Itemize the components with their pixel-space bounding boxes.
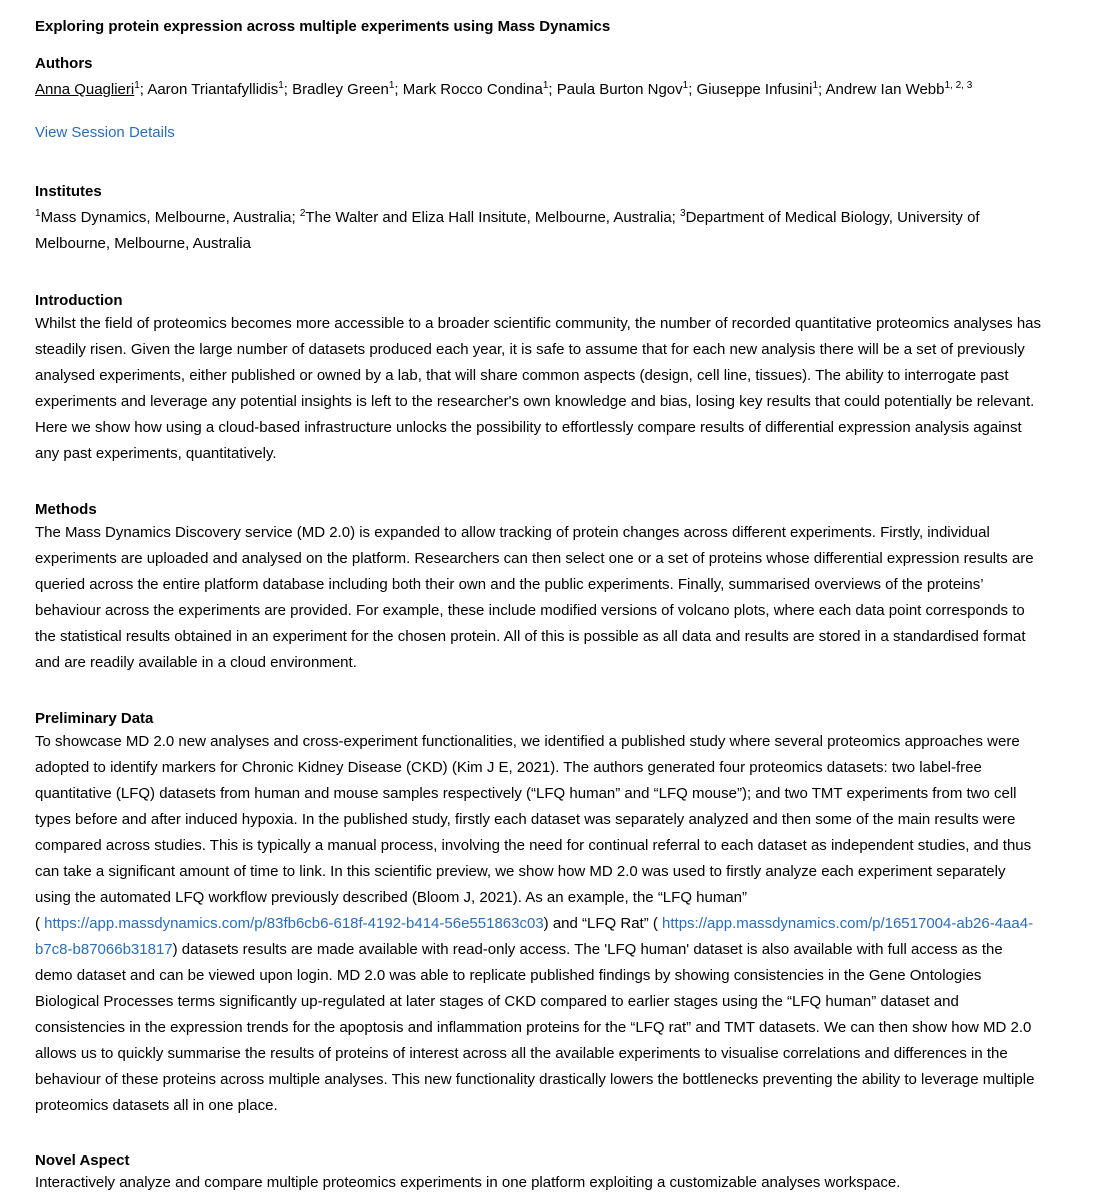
text-line: demo dataset and can be viewed upon login. MD 2.0 was able to replicate published findings by showing consistencies in the Gene Ontologies [35, 967, 982, 984]
author-name: Giuseppe Infusini [696, 81, 813, 98]
author-separator: ; [394, 81, 403, 98]
methods-text [35, 520, 1055, 676]
methods-heading: Methods [35, 501, 97, 518]
author-affiliation: 1 [682, 80, 689, 91]
authors-heading: Authors [35, 55, 93, 72]
text-line: behaviour across the experiments are provided. For example, these include modified versions of volcano plots, where each data point corresponds to [35, 602, 1025, 619]
institute-name: Mass Dynamics, Melbourne, Australia; [40, 209, 300, 226]
author-affiliation: 1 [278, 80, 284, 91]
text-line: Here we show how using a cloud-based infrastructure unlocks the possibility to effortlessly compare results of differential expression analysis against [35, 419, 1022, 436]
institute-number: 1 [35, 208, 41, 219]
text-fragment: ( [35, 915, 45, 932]
text-line [35, 911, 1055, 937]
institute-number: 3 [680, 208, 686, 219]
text-line: experiments and leverage any potential insights is left to the researcher's own knowledge and bias, losing key results that could potentially be relevant. [35, 393, 1035, 410]
text-line: types before and after induced hypoxia. In the published study, firstly each dataset was separately analyzed and then some of the main results were [35, 811, 1016, 828]
text-line: adopted to identify markers for Chronic Kidney Disease (CKD) (Kim J E, 2021). The authors generated four proteomics datasets: two label-free [35, 759, 982, 776]
author-separator: ; [139, 81, 148, 98]
introduction-heading: Introduction [35, 292, 123, 309]
author-separator: ; [818, 81, 826, 98]
text-line: steadily risen. Given the large number of datasets produced each year, it is safe to assume that for each new analysis there will be a set of previously [35, 341, 1025, 358]
preliminary-data-text [35, 729, 1055, 1119]
lfq-rat-dataset-link[interactable]: https://app.massdynamics.com/p/16517004-ab26-4aa4- [662, 915, 1034, 932]
author-name: Paula Burton Ngov [556, 81, 683, 98]
institutes-heading: Institutes [35, 183, 102, 200]
lfq-rat-dataset-link-continued[interactable]: b7c8-b87066b31817 [35, 941, 173, 958]
text-line: proteomics datasets all in one place. [35, 1097, 278, 1114]
author-affiliation: 1 [134, 80, 140, 91]
author-separator: ; [283, 81, 293, 98]
text-line: allows us to quickly summarise the results of proteins of interest across all the available experiments to visualise correlations and differences in the [35, 1045, 1008, 1062]
institute-name: Department of Medical Biology, University of [685, 209, 980, 226]
author-affiliation: 1 [812, 80, 819, 91]
novel-aspect-text: Interactively analyze and compare multiple proteomics experiments in one platform exploiting a customizable analyses workspace. [35, 1174, 901, 1191]
text-line: compared across studies. This is typically a manual process, involving the need for continual referral to each dataset as independent studies, and thus [35, 837, 1032, 854]
author-name: Mark Rocco Condina [402, 81, 543, 98]
text-line: any past experiments, quantitatively. [35, 445, 277, 462]
text-line: consistencies in the expression trends for the apoptosis and inflammation proteins for the “LFQ rat” and TMT datasets. We can then show how MD 2.0 [35, 1019, 1032, 1036]
author-separator: ; [548, 81, 557, 98]
text-line: analysed experiments, either published or owned by a lab, that will share common aspects (design, cell line, tissues). The ability to interrogate past [35, 367, 1009, 384]
introduction-text [35, 311, 1055, 467]
text-line: and are readily available in a cloud environment. [35, 654, 357, 671]
institute-name: The Walter and Eliza Hall Insitute, Melbourne, Australia; [305, 209, 681, 226]
text-line: Biological Processes terms significantly up-regulated at later stages of CKD compared to earlier stages using the “LFQ human” dataset and [35, 993, 959, 1010]
text-line: using the automated LFQ workflow previously described (Bloom J, 2021). As an example, the “LFQ human” [35, 889, 748, 906]
text-line: The Mass Dynamics Discovery service (MD 2.0) is expanded to allow tracking of protein changes across different experiments. Firstly, individual [35, 524, 990, 541]
text-line: queried across the entire platform database including both their own and the public experiments. Finally, summarised overviews of the proteins’ [35, 576, 984, 593]
text-line: behaviour of these proteins across multiple analyses. This new functionality drastically lowers the bottlenecks preventing the ability to leverage multiple [35, 1071, 1035, 1088]
text-line [35, 937, 1055, 963]
text-line: can take a significant amount of time to link. In this scientific preview, we show how MD 2.0 was used to firstly analyze each experiment separately [35, 863, 1006, 880]
text-line: quantitative (LFQ) datasets from human and mouse samples respectively (“LFQ human” and “LFQ mouse”); and two TMT experiments from two cell [35, 785, 1017, 802]
preliminary-data-heading: Preliminary Data [35, 710, 154, 727]
view-session-details-link[interactable]: View Session Details [35, 124, 175, 141]
author-separator: ; [688, 81, 697, 98]
author-affiliation: 1 [388, 80, 395, 91]
institute-number: 2 [299, 208, 306, 219]
author-affiliation: 1, 2, 3 [944, 80, 973, 91]
author-link-anna-quaglieri[interactable]: Anna Quaglieri [35, 81, 135, 98]
institutes-line-2: Melbourne, Melbourne, Australia [35, 235, 251, 252]
author-name: Andrew Ian Webb [825, 81, 945, 98]
author-name: Bradley Green [292, 81, 389, 98]
text-line: experiments are uploaded and analysed on the platform. Researchers can then select one or a set of proteins whose differential expression results are [35, 550, 1034, 567]
author-name: Aaron Triantafyllidis [147, 81, 279, 98]
text-line: the statistical results obtained in an experiment for the chosen protein. All of this is possible as all data and results are stored in a standardised format [35, 628, 1026, 645]
institutes-line-1 [35, 207, 980, 229]
text-line: To showcase MD 2.0 new analyses and cross-experiment functionalities, we identified a published study where several proteomics approaches were [35, 733, 1020, 750]
lfq-human-dataset-link[interactable]: https://app.massdynamics.com/p/83fb6cb6-618f-4192-b414-56e551863c03 [44, 915, 544, 932]
text-line: Whilst the field of proteomics becomes more accessible to a broader scientific community, the number of recorded quantitative proteomics analyses has [35, 315, 1042, 332]
novel-aspect-heading: Novel Aspect [35, 1152, 130, 1169]
abstract-title: Exploring protein expression across multiple experiments using Mass Dynamics [35, 18, 611, 35]
authors-list [35, 79, 972, 101]
author-affiliation: 1 [542, 80, 549, 91]
text-fragment: ) datasets results are made available with read-only access. The 'LFQ human' dataset is also available with full access as the [172, 941, 1003, 958]
text-fragment: ) and “LFQ Rat” ( [543, 915, 663, 932]
